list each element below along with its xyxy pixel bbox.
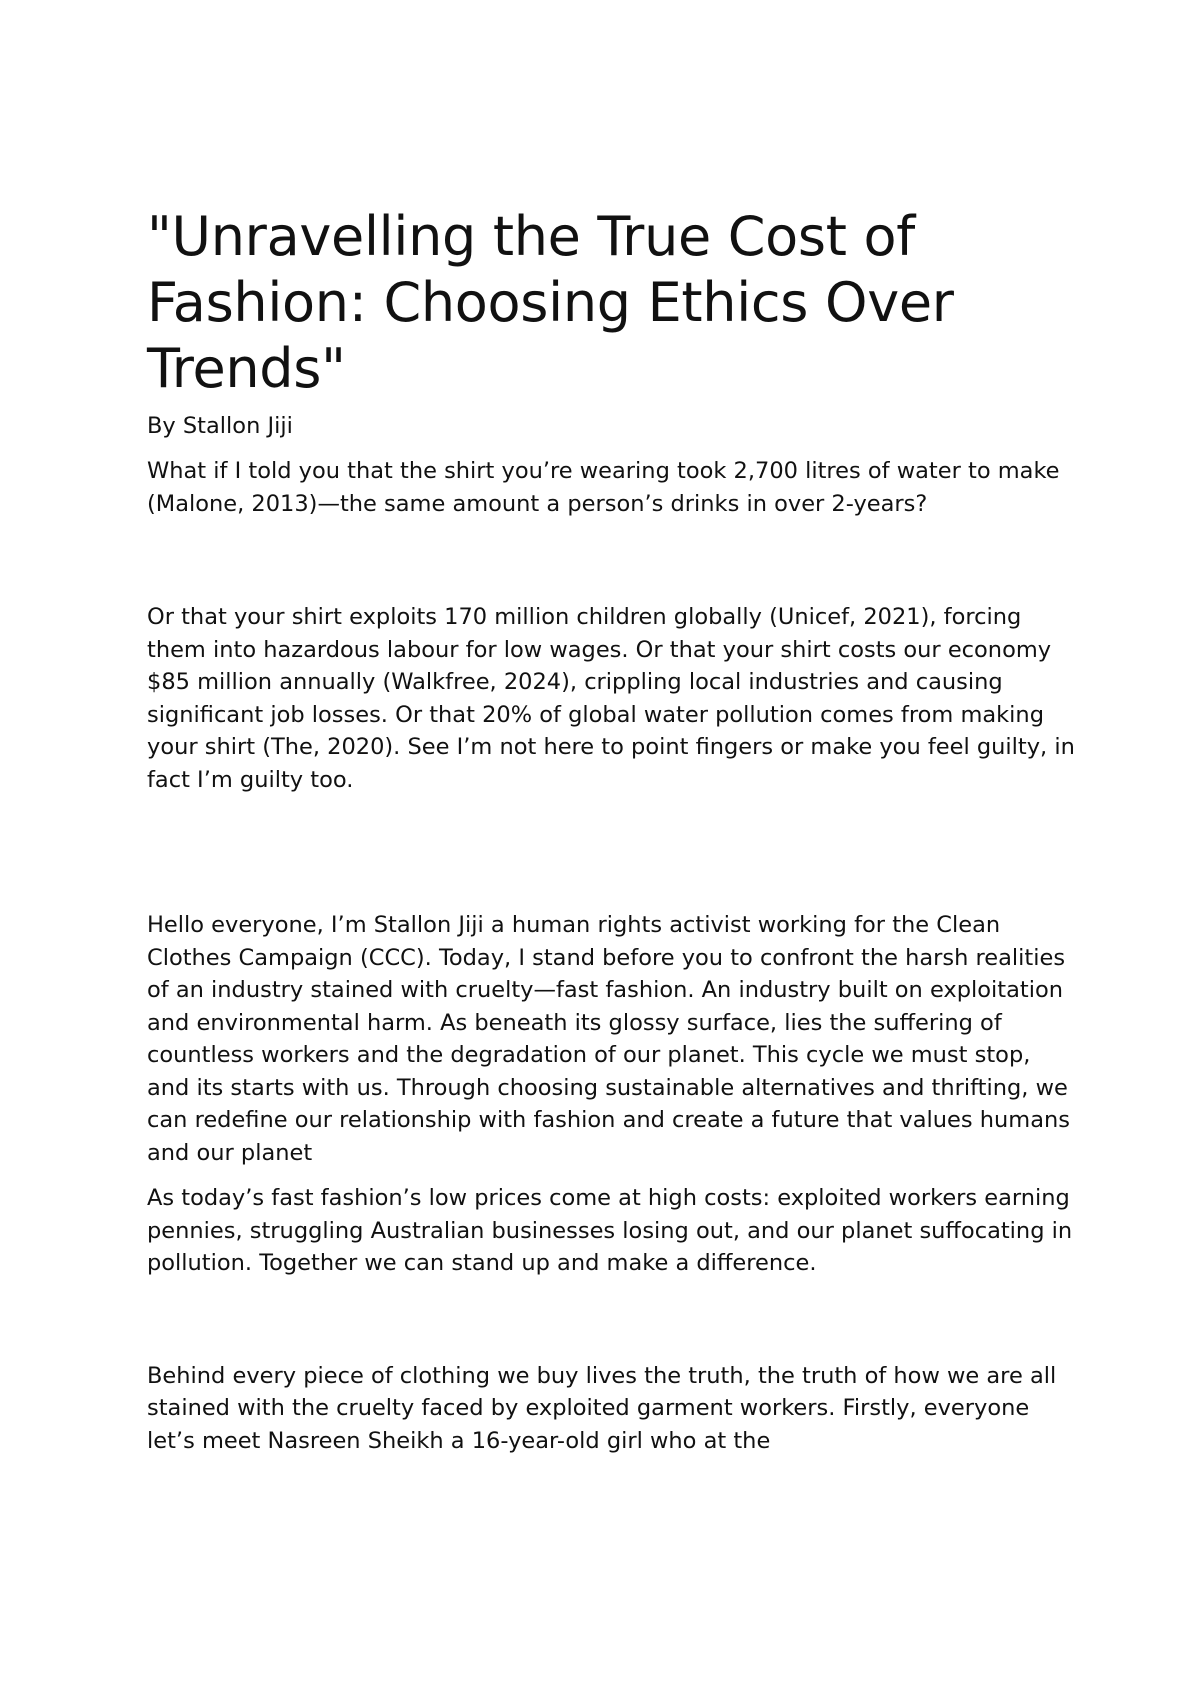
document-title: "Unravelling the True Cost of Fashion: Choosing Ethics Over Trends"	[147, 205, 954, 400]
paragraph-3: Hello everyone, I’m Stallon Jiji a human rights activist working for the Clean Clothes Campaign (CCC). Today, I stand before you to confront the harsh realities of an industry stained with cruelty—fast fashion. An industry built on exploitation and environmental harm. As beneath its glossy surface, lies the suffering of countless workers and the degradation of our planet. This cycle we must stop, and its starts with us. Through choosing sustainable alternatives and thrifting, we can redefine our relationship with fashion and create a future that values humans and our planet	[147, 912, 1070, 1166]
paragraph-5: Behind every piece of clothing we buy lives the truth, the truth of how we are all stained with the cruelty faced by exploited garment workers. Firstly, everyone let’s meet Nasreen Sheikh a 16-year-old girl who at the	[147, 1362, 1057, 1454]
paragraph-2: Or that your shirt exploits 170 million children globally (Unicef, 2021), forcing them into hazardous labour for low wages. Or that your shirt costs our economy $85 million annually (Walkfree, 2024), crippling local industries and causing significant job losses. Or that 20% of global water pollution comes from making your shirt (The, 2020). See I’m not here to point fingers or make you feel guilty, in fact I’m guilty too.	[147, 604, 1075, 793]
author-byline: By Stallon Jiji	[147, 413, 293, 439]
paragraph-4: As today’s fast fashion’s low prices come at high costs: exploited workers earning pennies, struggling Australian businesses losing out, and our planet suffocating in pollution. Together we can stand up and make a difference.	[147, 1185, 1073, 1276]
document-page	[147, 204, 1077, 1457]
paragraph-1: What if I told you that the shirt you’re wearing took 2,700 litres of water to make (Malone, 2013)—the same amount a person’s drinks in over 2-years?	[147, 458, 1060, 517]
